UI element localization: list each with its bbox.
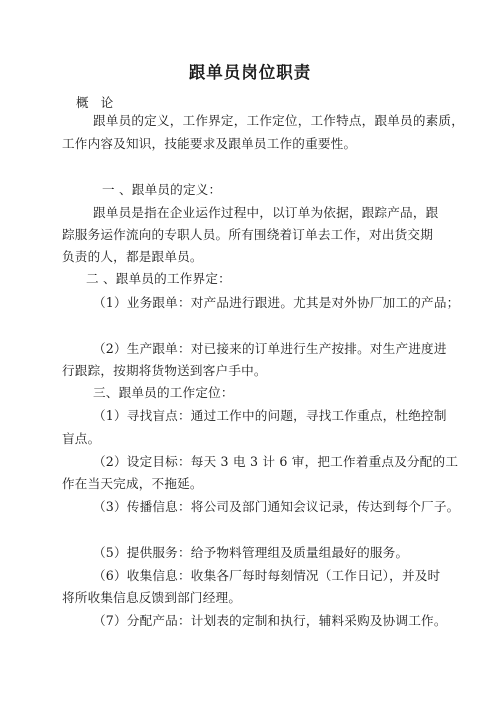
- text-line: 将所收集信息反馈到部门经理。: [62, 590, 242, 605]
- text-line: 工作内容及知识，技能要求及跟单员工作的重要性。: [62, 136, 357, 151]
- text-line: （1）业务跟单：对产品进行跟进。尤其是对外协厂加工的产品；: [93, 295, 460, 310]
- text-line: （3）传播信息：将公司及部门通知会议记录，传达到每个厂子。: [93, 499, 460, 514]
- text-line: 踪服务运作流向的专职人员。所有围绕着订单去工作，对出货交期: [62, 227, 434, 242]
- section-heading: 二 、跟单员的工作界定：: [86, 271, 231, 286]
- text-line: 盲点。: [62, 431, 101, 446]
- section-heading: 三、跟单员的工作定位：: [93, 385, 234, 400]
- text-line: （6）收集信息：收集各厂每时每刻情况（工作日记），并及时: [93, 568, 441, 583]
- text-line: （7）分配产品：计划表的定制和执行，辅料采购及协调工作。: [93, 613, 447, 628]
- text-line: 负责的人，都是跟单员。: [62, 249, 203, 264]
- document-title: 跟单员岗位职责: [188, 63, 312, 82]
- text-line: 跟单员的定义，工作界定，工作定位，工作特点，跟单员的素质，: [93, 113, 465, 128]
- text-line: （5）提供服务：给予物料管理组及质量组最好的服务。: [93, 545, 409, 560]
- overview-heading: 概 论: [76, 95, 118, 110]
- section-heading: 一 、跟单员的定义：: [102, 182, 222, 197]
- text-line: （2）设定目标：每天 3 电 3 计 6 审，把工作着重点及分配的工: [93, 454, 459, 469]
- text-line: （2）生产跟单：对已接来的订单进行生产按排。对生产进度进: [93, 341, 447, 356]
- text-line: 作在当天完成，不拖延。: [62, 476, 203, 491]
- text-line: （1）寻找盲点：通过工作中的问题，寻找工作重点，杜绝控制: [93, 408, 447, 423]
- text-line: 跟单员是指在企业运作过程中，以订单为依据，跟踪产品，跟: [93, 205, 439, 220]
- text-line: 行跟踪，按期将货物送到客户手中。: [62, 363, 267, 378]
